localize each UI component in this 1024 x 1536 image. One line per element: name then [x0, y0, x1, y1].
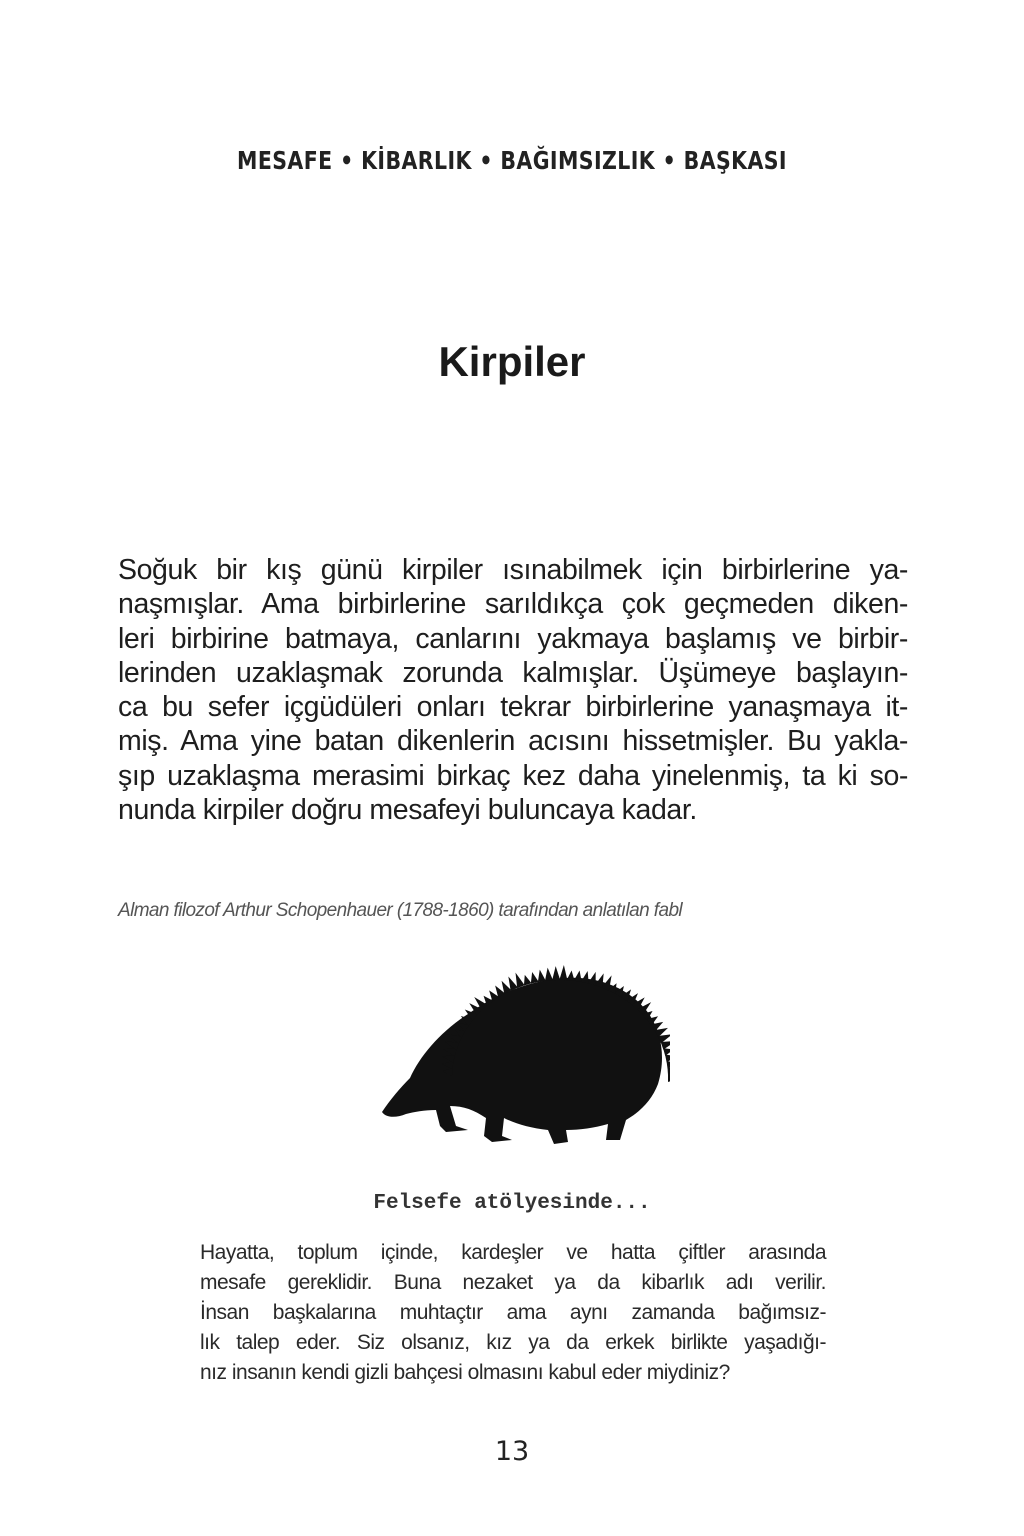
workshop-line: İnsan başkalarına muhtaçtır ama aynı zamanda bağımsız- — [200, 1301, 826, 1324]
hedgehog-spine — [574, 970, 582, 982]
hedgehog-spine — [538, 970, 546, 983]
workshop-line: lık talep eder. Siz olsanız, kız ya da erkek birlikte yaşadığı- — [200, 1331, 826, 1354]
hedgehog-icon — [370, 960, 670, 1150]
hedgehog-spine — [531, 972, 539, 984]
fable-line: naşmışlar. Ama birbirlerine sarıldıkça çok geçmeden diken- — [118, 588, 908, 621]
workshop-line: nız insanın kendi gizli bahçesi olmasını kabul eder miydiniz? — [200, 1361, 730, 1384]
hedgehog-spine — [552, 966, 560, 980]
page-title: Kirpiler — [438, 338, 586, 385]
workshop-paragraph — [200, 1238, 826, 1388]
fable-paragraph — [118, 553, 908, 827]
hedgehog-spine — [559, 965, 567, 980]
hedgehog-spine — [567, 971, 575, 981]
hedgehog-spine — [661, 1041, 670, 1050]
fable-line: lerinden uzaklaşmak zorunda kalmışlar. Üşümeye başlayın- — [118, 656, 908, 689]
workshop-line: mesafe gereklidir. Buna nezaket ya da kibarlık adı verilir. — [200, 1271, 826, 1294]
fable-line: şıp uzaklaşma merasimi birkaç kez daha yinelenmiş, ta ki so- — [118, 759, 908, 792]
hedgehog-spine — [588, 972, 596, 986]
workshop-line: Hayatta, toplum içinde, kardeşler ve hatta çiftler arasında — [200, 1241, 826, 1264]
page-number: 13 — [494, 1436, 530, 1467]
fable-line: leri birbirine batmaya, canlarını yakmaya başlamış ve birbir- — [118, 622, 908, 655]
hedgehog-spine — [581, 971, 589, 984]
fable-attribution: Alman filozof Arthur Schopenhauer (1788-1860) tarafından anlatılan fabl — [118, 900, 683, 921]
workshop-heading: Felsefe atölyesinde... — [373, 1192, 651, 1215]
fable-line: Soğuk bir kış günü kirpiler ısınabilmek için birbirlerine ya- — [118, 554, 908, 586]
fable-line: nunda kirpiler doğru mesafeyi buluncaya kadar. — [118, 794, 697, 827]
hedgehog-spine — [668, 1074, 670, 1082]
chapter-keywords: MESAFE • KİBARLIK • BAĞIMSIZLIK • BAŞKASI — [237, 146, 787, 175]
hedgehog-spine — [545, 968, 553, 981]
fable-line: ca bu sefer içgüdüleri onları tekrar birbirlerine yanaşmaya it- — [118, 691, 908, 724]
fable-line: miş. Ama yine batan dikenlerin acısını hissetmişler. Bu yakla- — [118, 725, 908, 758]
hedgehog-spine — [516, 973, 525, 988]
